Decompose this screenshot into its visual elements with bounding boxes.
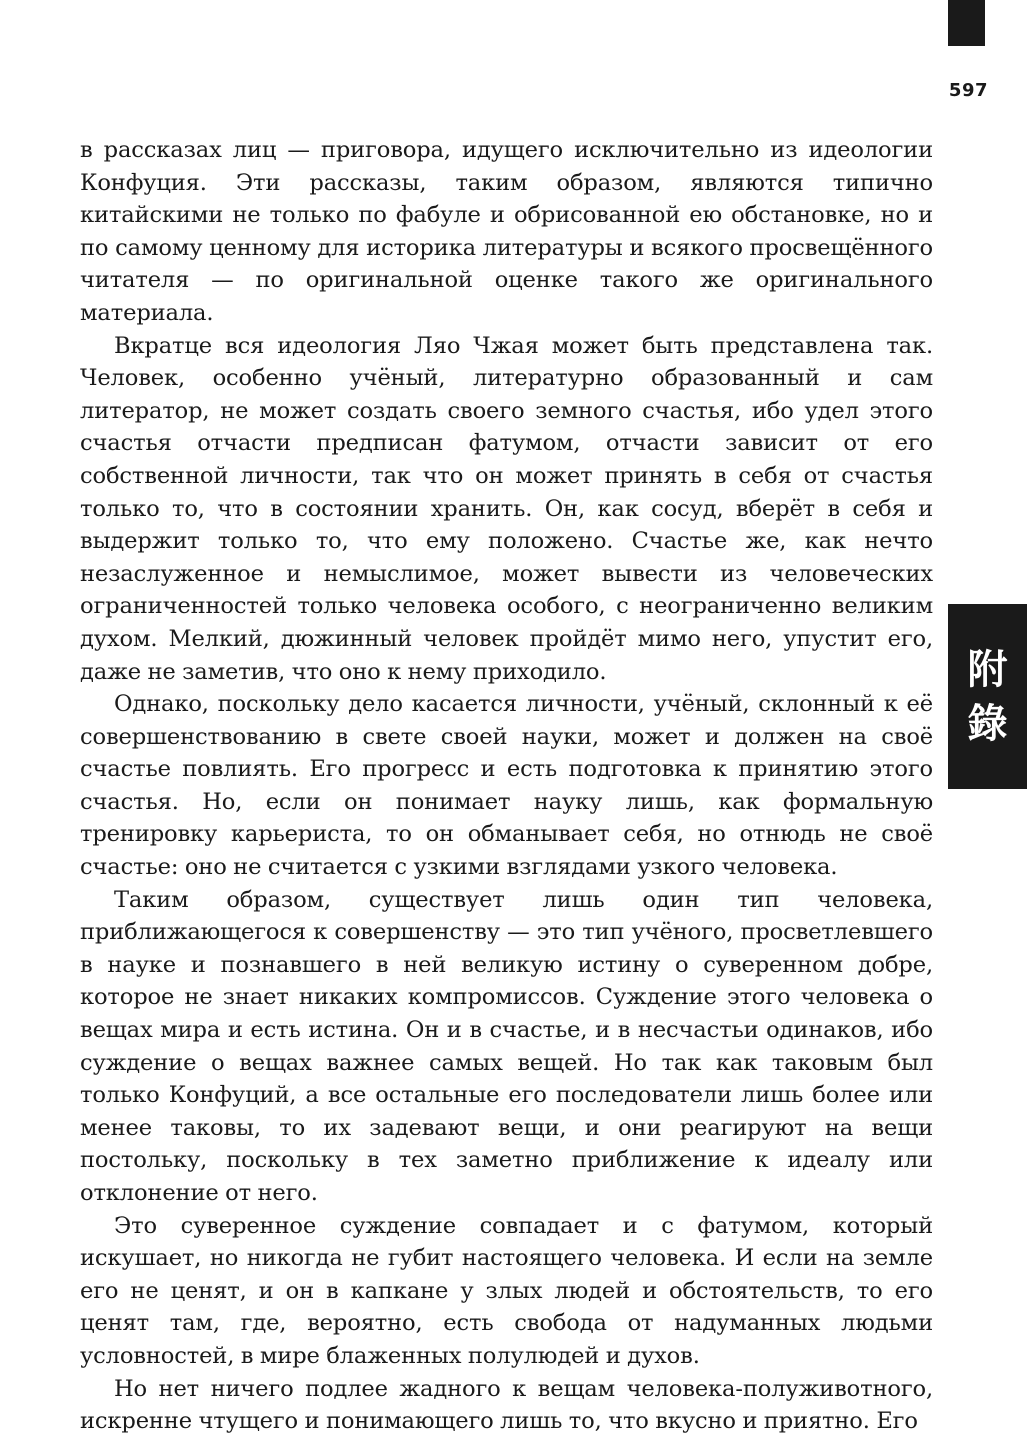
page-number: 597 [948,80,988,101]
section-tab-char-1: 附 [967,645,1008,693]
paragraph: Однако, поскольку дело касается личности, учёный, склонный к её совершенствованию в свете своей науки, может и должен на своё счастье повлиять. Его прогресс и есть подготовка к принятию этого счастья. Но, если он понимает науку лишь, как формальную тренировку карьериста, то он обманывает себя, но отнюдь не своё счастье: оно не считается с узкими взглядами узкого человека. [80,691,933,881]
section-tab-char-2: 錄 [967,699,1008,747]
paragraph: Это суверенное суждение совпадает и с фатумом, который искушает, но никогда не губит настоящего человека. И если на земле его не ценят, и он в капкане у злых людей и обстоятельств, то его ценят там, где, вероятно, есть свобода от надуманных людьми условностей, в мире блаженных полулюдей и духов. [80,1212,933,1369]
paragraph: в рассказах лиц — приговора, идущего исключительно из идеологии Конфуция. Эти рассказы, таким образом, являются типично китайскими не только по фабуле и обрисованной ею обстановке, но и по самому ценному для историка литературы и всякого просвещённого читателя — по оригинальной оценке такого же оригинального материала. [80,137,933,326]
paragraph: Вкратце вся идеология Ляо Чжая может быть представлена так. Человек, особенно учёный, литературно образованный и сам литератор, не может создать своего земного счастья, ибо удел этого счастья отчасти предписан фатумом, отчасти зависит от его собственной личности, так что он может принять в себя от счастья только то, что в состоянии хранить. Он, как сосуд, вберёт в себя и выдержит только то, что ему положено. Счастье же, как нечто незаслуженное и немыслимое, может вывести из человеческих ограниченностей только человека особого, с неограниченно великим духом. Мелкий, дюжинный человек пройдёт мимо него, упустит его, даже не заметив, что оно к нему приходило. [80,332,933,685]
paragraph: Таким образом, существует лишь один тип человека, приближающегося к совершенству — это тип учёного, просветлевшего в науке и познавшего в ней великую истину о суверенном добре, которое не знает никаких компромиссов. Суждение этого человека о вещах мира и есть истина. Он и в счастье, и в несчастьи одинаков, ибо суждение о вещах важнее самых вещей. Но так как таковым был только Конфуций, а все остальные его последователи лишь более или менее таковы, то их задевают вещи, и они реагируют на вещи постольку, поскольку в тех заметно приближение к идеалу или отклонение от него. [80,886,933,1206]
section-thumb-tab [948,604,1027,789]
top-thumb-tab [948,0,985,46]
paragraph: Но нет ничего подлее жадного к вещам человека-полуживотного, искренне чтущего и понимающего лишь то, что вкусно и приятно. Его [80,1375,933,1435]
body-text [80,134,933,1438]
